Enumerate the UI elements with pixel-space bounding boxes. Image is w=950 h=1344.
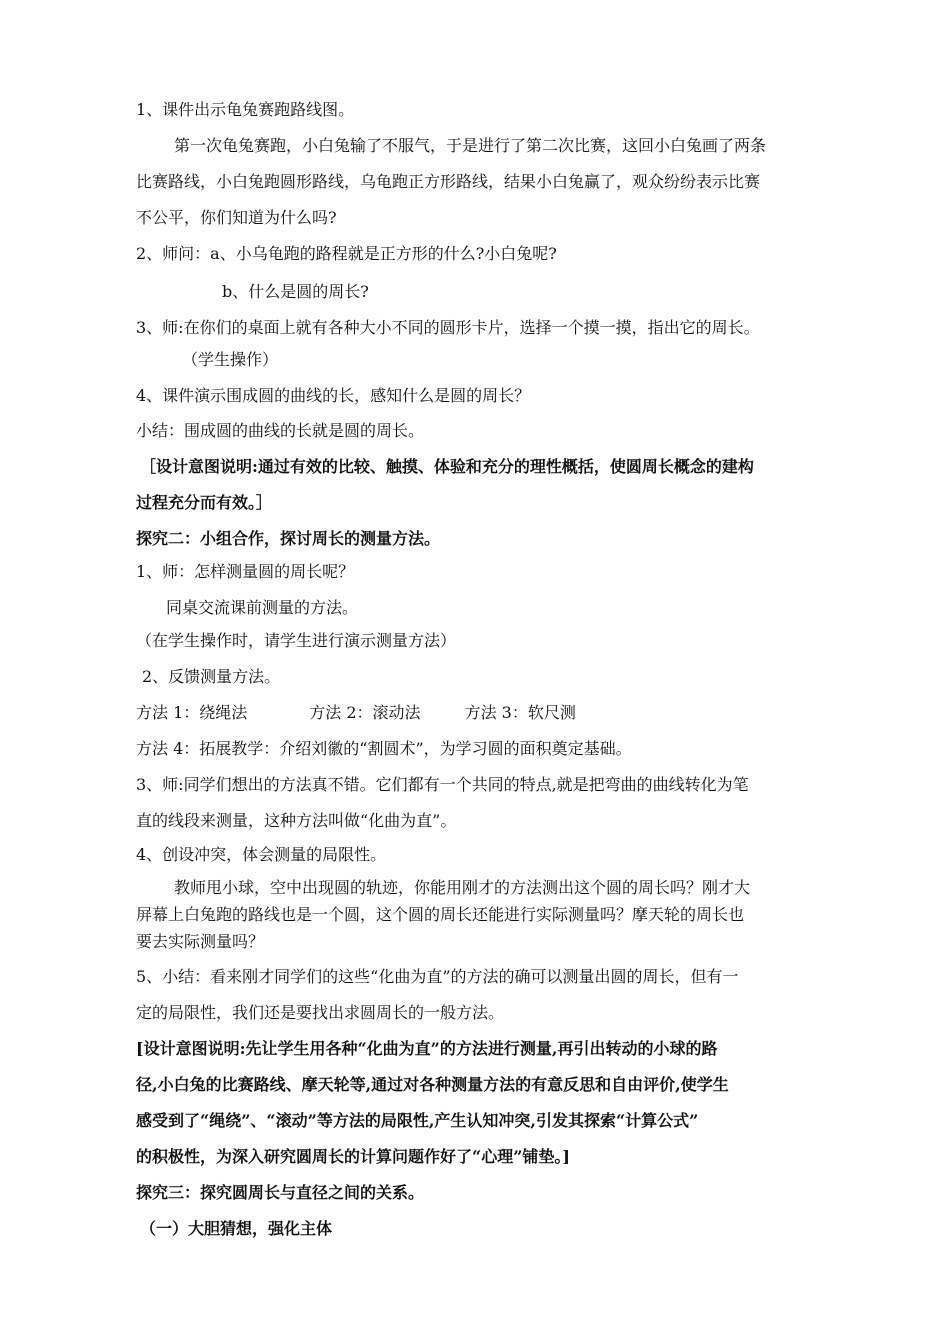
paragraph-line: 小结：围成圆的曲线的长就是圆的周长。 (136, 421, 425, 440)
design-intent-note: 感受到了“绳绕”、“滚动”等方法的局限性,产生认知冲突,引发其探索“计算公式” (136, 1111, 699, 1130)
paragraph-line: 方法 4：拓展教学：介绍刘徽的“割圆术”，为学习圆的面积奠定基础。 (136, 739, 632, 758)
paragraph-line: 2、师问：a、小乌龟跑的路程就是正方形的什么?小白兔呢? (136, 244, 557, 263)
paragraph-line: 3、师:同学们想出的方法真不错。它们都有一个共同的特点,就是把弯曲的曲线转化为笔 (136, 775, 749, 794)
paragraph-line: 3、师:在你们的桌面上就有各种大小不同的圆形卡片，选择一个摸一摸，指出它的周长。 (136, 318, 760, 337)
section-heading: 探究三：探究圆周长与直径之间的关系。 (136, 1183, 425, 1202)
paragraph-line: 要去实际测量吗？ (136, 932, 265, 951)
paragraph-line: 直的线段来测量，这种方法叫做“化曲为直”。 (136, 811, 457, 830)
paragraph-line: 5、小结：看来刚才同学们的这些“化曲为直”的方法的确可以测量出圆的周长，但有一 (136, 967, 739, 986)
paragraph-line: 比赛路线，小白兔跑圆形路线，乌龟跑正方形路线，结果小白兔赢了，观众纷纷表示比赛 (136, 172, 761, 191)
method-2: 方法 2：滚动法 (309, 703, 421, 722)
paragraph-line: 同桌交流课前测量的方法。 (166, 598, 359, 617)
paragraph-line: 不公平，你们知道为什么吗? (136, 208, 337, 227)
design-intent-note: 的积极性，为深入研究圆周长的计算问题作好了“心理”铺垫。] (136, 1147, 570, 1166)
design-intent-note: 径,小白兔的比赛路线、摩天轮等,通过对各种测量方法的有意反思和自由评价,使学生 (136, 1075, 729, 1094)
design-intent-note: [设计意图说明:先让学生用各种“化曲为直”的方法进行测量,再引出转动的小球的路 (136, 1039, 718, 1058)
design-intent-note: 过程充分而有效。］ (136, 493, 273, 512)
paragraph-line: 1、课件出示龟兔赛跑路线图。 (136, 100, 355, 119)
paragraph-line: 4、课件演示围成圆的曲线的长，感知什么是圆的周长？ (136, 386, 531, 405)
paragraph-line: 2、反馈测量方法。 (142, 667, 281, 686)
design-intent-note: ［设计意图说明:通过有效的比较、触摸、体验和充分的理性概括，使圆周长概念的建构 (140, 457, 754, 476)
method-line (136, 702, 576, 724)
paragraph-line: 定的局限性，我们还是要找出求圆周长的一般方法。 (136, 1003, 505, 1022)
paragraph-line: （学生操作） (182, 350, 279, 369)
method-3: 方法 3：软尺测 (464, 703, 576, 722)
paragraph-line: 第一次龟兔赛跑，小白兔输了不服气，于是进行了第二次比赛，这回小白兔画了两条 (174, 136, 767, 155)
paragraph-line: 4、创设冲突，体会测量的局限性。 (136, 845, 387, 864)
paragraph-line: 教师甩小球，空中出现圆的轨迹，你能用刚才的方法测出这个圆的周长吗？刚才大 (174, 878, 751, 897)
section-heading: 探究二：小组合作，探讨周长的测量方法。 (136, 529, 441, 548)
method-1: 方法 1：绕绳法 (136, 703, 248, 722)
subsection-heading: （一）大胆猜想，强化主体 (140, 1219, 333, 1238)
paragraph-line: b、什么是圆的周长? (222, 282, 369, 301)
paragraph-line: （在学生操作时，请学生进行演示测量方法） (136, 631, 457, 650)
paragraph-line: 1、师：怎样测量圆的周长呢？ (136, 562, 355, 581)
paragraph-line: 屏幕上白兔跑的路线也是一个圆，这个圆的周长还能进行实际测量吗？摩天轮的周长也 (136, 905, 745, 924)
